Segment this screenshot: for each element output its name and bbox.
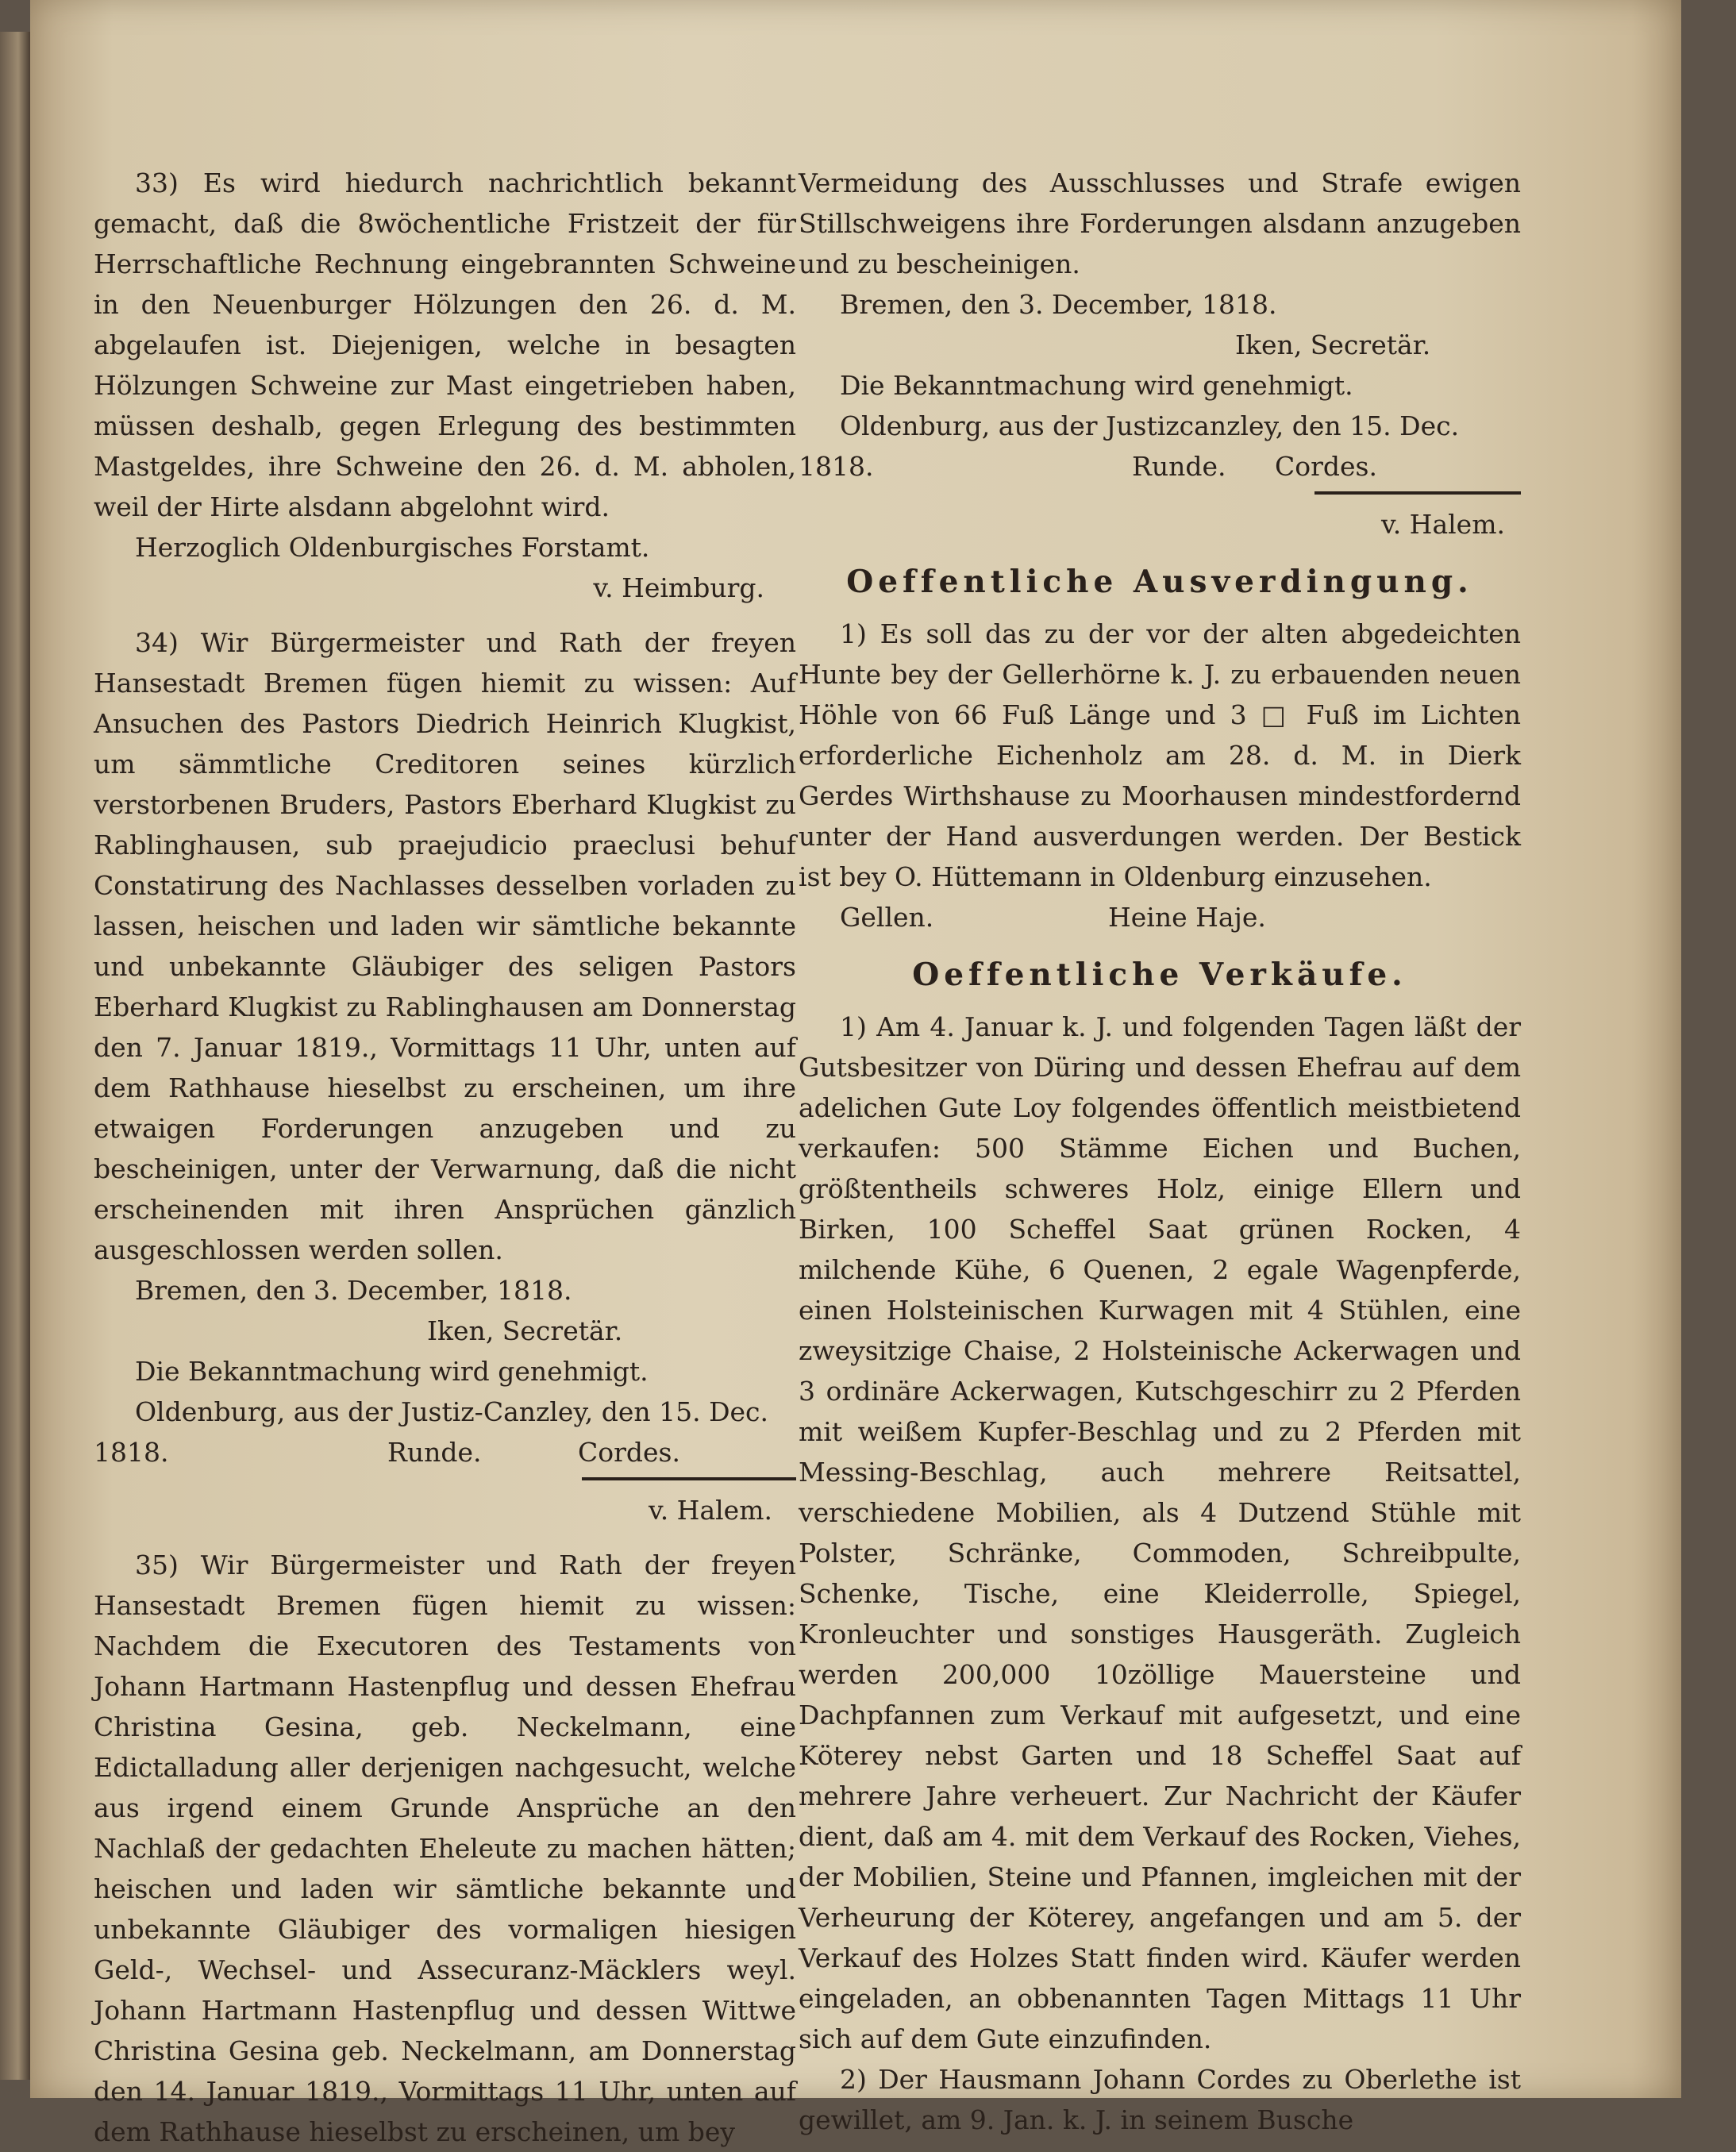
ausverdingung-item-1: 1) Es soll das zu der vor der alten abgedeichten Hunte bey der Gellerhörne k. J. zu erbauenden neuen Höhle von 66 Fuß Länge und 3 □ Fuß im Lichten erforderliche Eichenholz am 28. d. M. in Dierk Gerdes Wirthshause zu Moorhausen mindestfordernd unter der Hand ausverdungen werden. Der Bestick ist bey O. Hüttemann in Oldenburg einzusehen. [799, 618, 1521, 892]
verkaeufe-item-1: 1) Am 4. Januar k. J. und folgenden Tagen läßt der Gutsbesitzer von Düring und dessen Ehefrau auf dem adelichen Gute Loy folgendes öffentlich meistbietend verkaufen: 500 Stämme Eichen und Buchen, größtentheils schweres Holz, einige Ellern und Birken, 100 Scheffel Saat grünen Rocken, 4 milchende Kühe, 6 Quenen, 2 egale Wagenpferde, einen Holsteinischen Kurwagen mit 4 Stühlen, eine zweysitzige Chaise, 2 Holsteinische Ackerwagen und 3 ordinäre Ackerwagen, Kutschgeschirr zu 2 Pferden mit weißem Kupfer-Beschlag und zu 2 Pferden mit Messing-Beschlag, auch mehrere Reitsattel, verschiedene Mobilien, als 4 Dutzend Stühle mit Polster, Schränke, Commoden, Schreibpulte, Schenke, Tische, eine Kleiderrolle, Spiegel, Kronleuchter und sonstiges Hausgeräth. Zugleich werden 200,000 10zöllige Mauersteine und Dachpfannen zum Verkauf mit aufgesetzt, und eine Köterey nebst Garten und 18 Scheffel Saat auf mehrere Jahre verheuert. Zur Nachricht der Käufer dient, daß am 4. mit dem Verkauf des Rocken, Viehes, der Mobilien, Steine und Pfannen, imgleichen mit der Verheurung der Köterey, angefangen und am 5. der Verkauf des Holzes Statt finden wird. Käufer werden eingeladen, an obbenannten Tagen Mittags 11 Uhr sich auf dem Gute einzufinden. [799, 1011, 1521, 2054]
ausverdingung-signatures [799, 897, 1521, 937]
notice-35-chancery-sigs [799, 446, 1521, 487]
notice-35-final-signer: v. Halem. [1380, 509, 1505, 540]
notice-34-sig-runde: Runde. [387, 1437, 482, 1468]
notice-34-chancery: Oldenburg, aus der Justiz-Canzley, den 15. Dec. [135, 1396, 769, 1427]
left-column [94, 163, 796, 2152]
notice-35-continuation: Vermeidung des Ausschlusses und Strafe ewigen Stillschweigens ihre Forderungen alsdann anzugeben und zu bescheinigen. [799, 167, 1521, 279]
notice-34-rule [582, 1477, 796, 1480]
notice-33-text: 33) Es wird hiedurch nachrichtlich bekannt gemacht, daß die 8wöchentliche Fristzeit der für Herrschaftliche Rechnung eingebrannten Schweine in den Neuenburger Hölzungen den 26. d. M. abgelaufen ist. Diejenigen, welche in besagten Hölzungen Schweine zur Mast eingetrieben haben, müssen deshalb, gegen Erlegung des bestimmten Mastgeldes, ihre Schweine den 26. d. M. abholen, weil der Hirte alsdann abgelohnt wird. [94, 167, 796, 522]
notice-33-signer: v. Heimburg. [593, 572, 764, 603]
notice-35-chancery: Oldenburg, aus der Justizcanzley, den 15. Dec. [840, 410, 1460, 441]
notice-35-secretary: Iken, Secretär. [1235, 329, 1431, 360]
notice-34-year: 1818. [94, 1437, 169, 1468]
right-column [799, 163, 1521, 2140]
document-page [30, 0, 1681, 2147]
notice-35-sig-runde: Runde. [1132, 451, 1226, 482]
previous-page-edge [0, 32, 30, 2080]
notice-34-final-signer: v. Halem. [648, 1495, 772, 1526]
ausverdingung-sig-gellen: Gellen. [840, 902, 934, 933]
notice-35-year: 1818. [799, 451, 874, 482]
notice-34-sig-cordes: Cordes. [578, 1437, 680, 1468]
notice-35-sig-cordes: Cordes. [1275, 451, 1377, 482]
notice-35-text: 35) Wir Bürgermeister und Rath der freyen Hansestadt Bremen fügen hiemit zu wissen: Nachdem die Executoren des Testaments von Johann Hartmann Hastenpflug und dessen Ehefrau Christina Gesina, geb. Neckelmann, eine Edictalladung aller derjenigen nachgesucht, welche aus irgend einem Grunde Ansprüche an den Nachlaß der gedachten Eheleute zu machen hätten; heischen und laden wir sämtliche bekannte und unbekannte Gläubiger des vormaligen hiesigen Geld-, Wechsel- und Assecuranz-Mäcklers weyl. Johann Hartmann Hastenpflug und dessen Wittwe Christina Gesina geb. Neckelmann, am Donnerstag den 14. Januar 1819., Vormittags 11 Uhr, unten auf dem Rathhause hieselbst zu erscheinen, um bey [94, 1550, 796, 2147]
heading-ausverdingung: Oeffentliche Ausverdingung. [846, 564, 1473, 600]
notice-34-approval: Die Bekanntmachung wird genehmigt. [135, 1356, 649, 1387]
verkaeufe-item-2: 2) Der Hausmann Johann Cordes zu Oberlethe ist gewillet, am 9. Jan. k. J. in seinem Busche [799, 2064, 1521, 2135]
notice-35-approval: Die Bekanntmachung wird genehmigt. [840, 370, 1353, 401]
notice-34-place-date: Bremen, den 3. December, 1818. [135, 1275, 572, 1306]
notice-34-secretary: Iken, Secretär. [427, 1315, 623, 1346]
notice-34-chancery-sigs [94, 1432, 796, 1473]
ausverdingung-sig-haje: Heine Haje. [1108, 902, 1266, 933]
notice-34-text: 34) Wir Bürgermeister und Rath der freyen Hansestadt Bremen fügen hiemit zu wissen: Auf Ansuchen des Pastors Diedrich Heinrich Klugkist, um sämmtliche Creditoren seines kürzlich verstorbenen Bruders, Pastors Eberhard Klugkist zu Rablinghausen, sub praejudicio praeclusi behuf Constatirung des Nachlasses desselben vorladen zu lassen, heischen und laden wir sämtliche bekannte und unbekannte Gläubiger des seligen Pastors Eberhard Klugkist zu Rablinghausen am Donnerstag den 7. Januar 1819., Vormittags 11 Uhr, unten auf dem Rathhause hieselbst zu erscheinen, um ihre etwaigen Forderungen anzugeben und zu bescheinigen, unter der Verwarnung, daß die nicht erscheinenden mit ihren Ansprüchen gänzlich ausgeschlossen werden sollen. [94, 627, 796, 1265]
notice-35-rule [1315, 491, 1521, 495]
notice-33-authority: Herzoglich Oldenburgisches Forstamt. [135, 532, 650, 563]
heading-verkaeufe: Oeffentliche Verkäufe. [912, 957, 1407, 993]
notice-35-place-date: Bremen, den 3. December, 1818. [840, 289, 1277, 320]
